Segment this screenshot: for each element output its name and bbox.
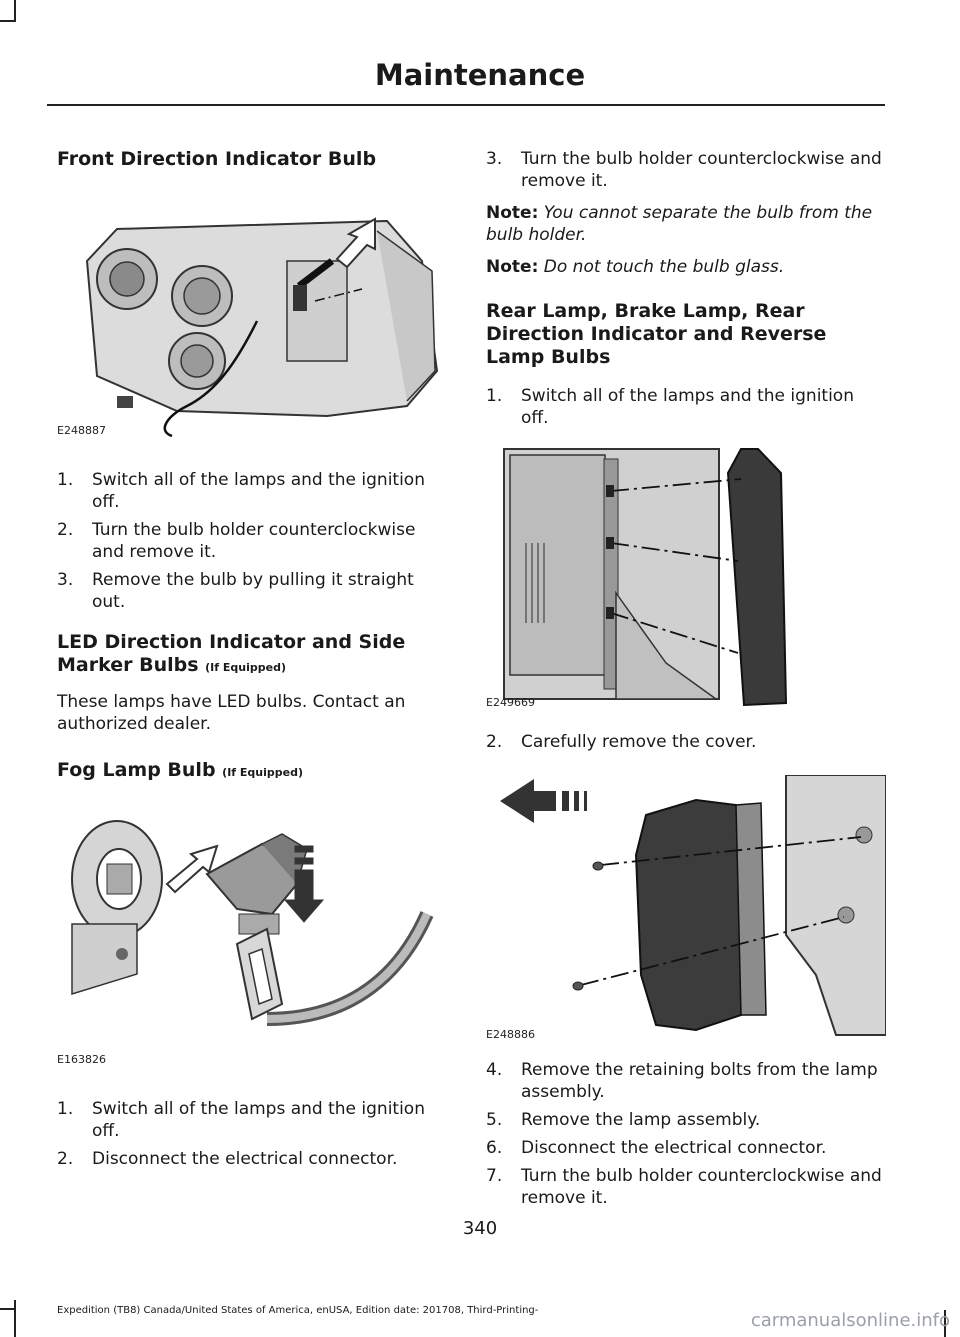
figure-code: E249669 (486, 696, 535, 709)
step-text: Turn the bulb holder counterclockwise and remove it. (92, 520, 416, 562)
led-text: These lamps have LED bulbs. Contact an authorized dealer. (57, 692, 406, 734)
step-text: Disconnect the electrical connector. (521, 1138, 827, 1158)
list-item (486, 731, 886, 753)
header-divider (47, 104, 885, 106)
step-text: Carefully remove the cover. (521, 732, 757, 752)
step-number: 4. (486, 1060, 503, 1080)
step-number: 2. (57, 520, 74, 540)
list-item (57, 569, 449, 613)
step-text: Switch all of the lamps and the ignition off. (521, 386, 854, 428)
figure-rear-cover (486, 443, 886, 709)
step-text: Switch all of the lamps and the ignition off. (92, 1099, 425, 1141)
list-item (486, 1137, 886, 1159)
note-text: Do not touch the bulb glass. (543, 257, 785, 277)
note (486, 256, 886, 278)
step-number: 2. (57, 1149, 74, 1169)
step-number: 3. (57, 570, 74, 590)
fog-lamp-steps-continued (486, 148, 886, 192)
note-text: You cannot separate the bulb from the bulb holder. (486, 203, 873, 245)
led-heading-text: LED Direction Indicator and Side Marker Bulbs (57, 631, 406, 676)
fog-heading-text: Fog Lamp Bulb (57, 759, 216, 781)
section-heading-led (57, 631, 449, 679)
step-number: 1. (57, 1099, 74, 1119)
note (486, 202, 886, 246)
list-item (486, 1165, 886, 1209)
figure-code: E248887 (57, 424, 106, 437)
crop-mark (0, 20, 16, 22)
fog-lamp-illustration (57, 804, 449, 1066)
list-item (486, 1109, 886, 1131)
figure-code: E163826 (57, 1053, 106, 1066)
rear-lamp-step-2 (486, 731, 886, 753)
list-item (57, 1098, 449, 1142)
figure-code: E248886 (486, 1028, 535, 1041)
list-item (486, 1059, 886, 1103)
section-heading-front-indicator: Front Direction Indicator Bulb (57, 148, 377, 170)
figure-front-indicator (57, 201, 449, 437)
condition-label: (If Equipped) (205, 661, 286, 674)
left-column (57, 148, 449, 1170)
step-number: 1. (57, 470, 74, 490)
list-item (486, 385, 886, 429)
list-item (57, 469, 449, 513)
step-number: 5. (486, 1110, 503, 1130)
page-number: 340 (462, 1218, 498, 1239)
step-number: 2. (486, 732, 503, 752)
step-number: 6. (486, 1138, 503, 1158)
headlamp-illustration (57, 201, 449, 437)
step-text: Disconnect the electrical connector. (92, 1149, 398, 1169)
fog-lamp-steps (57, 1098, 449, 1170)
step-text: Remove the bulb by pulling it straight out. (92, 570, 414, 612)
note-label: Note: (486, 257, 539, 277)
step-number: 1. (486, 386, 503, 406)
figure-lamp-assembly (486, 775, 886, 1041)
rear-cover-illustration (486, 443, 886, 709)
note-label: Note: (486, 203, 539, 223)
step-text: Switch all of the lamps and the ignition off. (92, 470, 425, 512)
figure-fog-lamp (57, 804, 449, 1066)
watermark-link[interactable]: carmanualsonline.info (750, 1310, 950, 1331)
lamp-assembly-illustration (486, 775, 886, 1041)
footer-text: Expedition (TB8) Canada/United States of America, enUSA, Edition date: 201708, Third-Printing- (57, 1305, 539, 1316)
list-item (57, 519, 449, 563)
list-item (486, 148, 886, 192)
crop-mark (14, 0, 16, 22)
crop-mark (0, 1308, 16, 1310)
section-heading-fog (57, 759, 449, 784)
step-text: Remove the retaining bolts from the lamp assembly. (521, 1060, 878, 1102)
section-heading-rear-lamps: Rear Lamp, Brake Lamp, Rear Direction Indicator and Reverse Lamp Bulbs (486, 300, 827, 368)
front-indicator-steps (57, 469, 449, 613)
page-title: Maintenance (374, 58, 586, 92)
rear-lamp-step-1 (486, 385, 886, 429)
step-text: Turn the bulb holder counterclockwise and remove it. (521, 1166, 882, 1208)
step-text: Turn the bulb holder counterclockwise and remove it. (521, 149, 882, 191)
condition-label: (If Equipped) (222, 766, 304, 779)
step-number: 3. (486, 149, 503, 169)
rear-lamp-steps-rest (486, 1059, 886, 1209)
right-column (486, 148, 886, 1209)
crop-mark (14, 1300, 16, 1337)
list-item (57, 1148, 449, 1170)
step-text: Remove the lamp assembly. (521, 1110, 761, 1130)
step-number: 7. (486, 1166, 503, 1186)
